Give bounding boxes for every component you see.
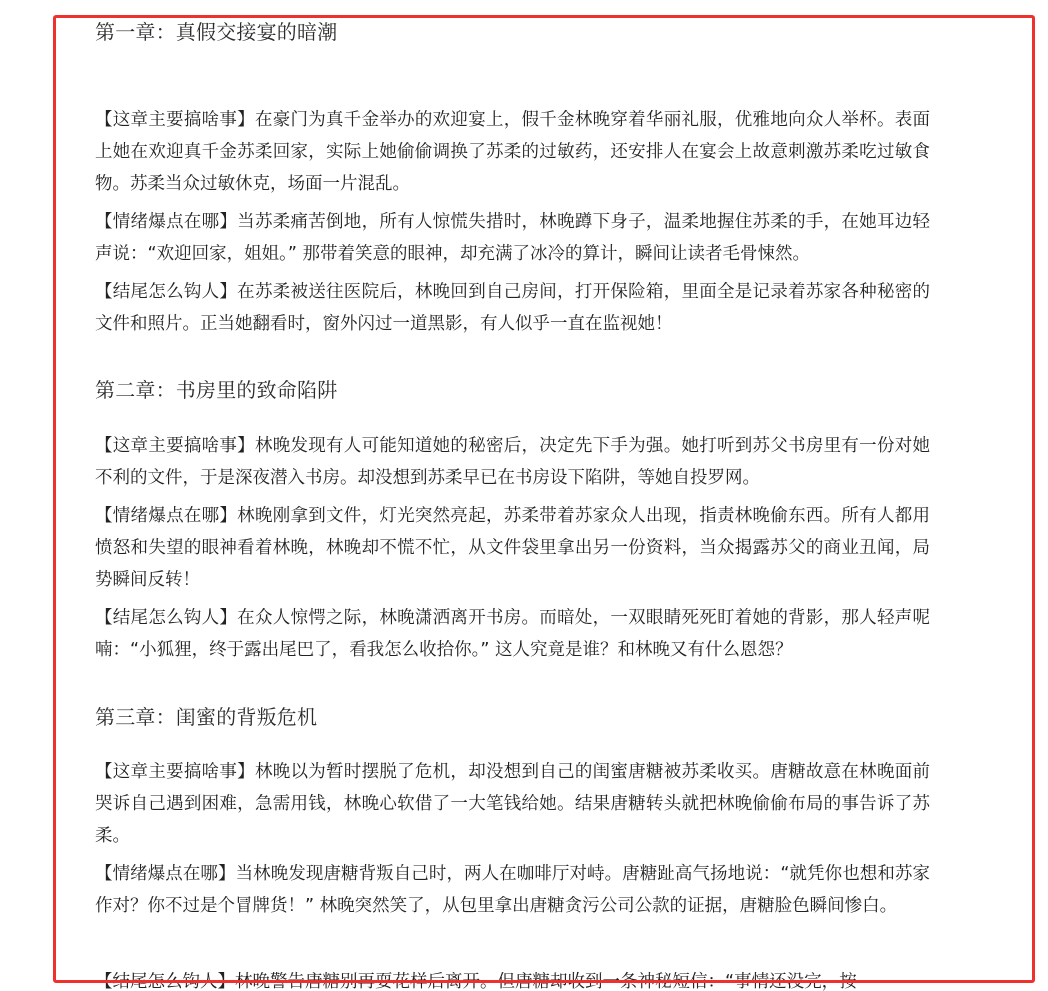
chapter-1-summary: 【这章主要搞啥事】在豪门为真千金举办的欢迎宴上，假千金林晚穿着华丽礼服，优雅地向众人举杯。表面上她在欢迎真千金苏柔回家，实际上她偷偷调换了苏柔的过敏药，还安排人在宴会上故意刺激苏柔吃过敏食物。苏柔当众过敏休克，场面一片混乱。: [95, 110, 930, 194]
chapter-2: [95, 372, 930, 666]
chapter-2-climax: 【情绪爆点在哪】林晚刚拿到文件，灯光突然亮起，苏柔带着苏家众人出现，指责林晚偷东西。所有人都用愤怒和失望的眼神看着林晚，林晚却不慌不忙，从文件袋里拿出另一份资料，当众揭露苏父的商业丑闻，局势瞬间反转！: [95, 506, 930, 590]
chapter-2-summary: 【这章主要搞啥事】林晚发现有人可能知道她的秘密后，决定先下手为强。她打听到苏父书房里有一份对她不利的文件，于是深夜潜入书房。却没想到苏柔早已在书房设下陷阱，等她自投罗网。: [95, 436, 930, 488]
chapter-2-title: 第二章：书房里的致命陷阱: [95, 378, 338, 402]
chapter-3-climax: 【情绪爆点在哪】当林晚发现唐糖背叛自己时，两人在咖啡厅对峙。唐糖趾高气扬地说：“就凭你也想和苏家作对？你不过是个冒牌货！” 林晚突然笑了，从包里拿出唐糖贪污公司公款的证据，唐糖脸色瞬间惨白。: [95, 864, 930, 916]
chapter-1: [95, 14, 930, 340]
chapter-1-hook: 【结尾怎么钩人】在苏柔被送往医院后，林晚回到自己房间，打开保险箱，里面全是记录着苏家各种秘密的文件和照片。正当她翻看时，窗外闪过一道黑影，有人似乎一直在监视她！: [95, 282, 930, 334]
chapter-3-title: 第三章：闺蜜的背叛危机: [95, 705, 318, 729]
chapter-1-climax: 【情绪爆点在哪】当苏柔痛苦倒地，所有人惊慌失措时，林晚蹲下身子，温柔地握住苏柔的手，在她耳边轻声说：“欢迎回家，姐姐。” 那带着笑意的眼神，却充满了冰冷的算计，瞬间让读者毛骨悚然。: [95, 212, 930, 264]
chapter-2-hook: 【结尾怎么钩人】在众人惊愕之际，林晚潇洒离开书房。而暗处，一双眼睛死死盯着她的背影，那人轻声呢喃：“小狐狸，终于露出尾巴了，看我怎么收拾你。” 这人究竟是谁？和林晚又有什么恩怨？: [95, 608, 930, 660]
chapter-3: [95, 699, 930, 922]
chapter-3-hook: 【结尾怎么钩人】林晚警告唐糖别再耍花样后离开。但唐糖却收到一条神秘短信：“事情还没完，按: [95, 972, 857, 991]
chapter-3-hook-partial: [95, 966, 930, 991]
chapter-3-summary: 【这章主要搞啥事】林晚以为暂时摆脱了危机，却没想到自己的闺蜜唐糖被苏柔收买。唐糖故意在林晚面前哭诉自己遇到困难，急需用钱，林晚心软借了一大笔钱给她。结果唐糖转头就把林晚偷偷布局的事告诉了苏柔。: [95, 762, 930, 846]
document-body: [95, 14, 930, 928]
chapter-1-title: 第一章：真假交接宴的暗潮: [95, 20, 338, 44]
